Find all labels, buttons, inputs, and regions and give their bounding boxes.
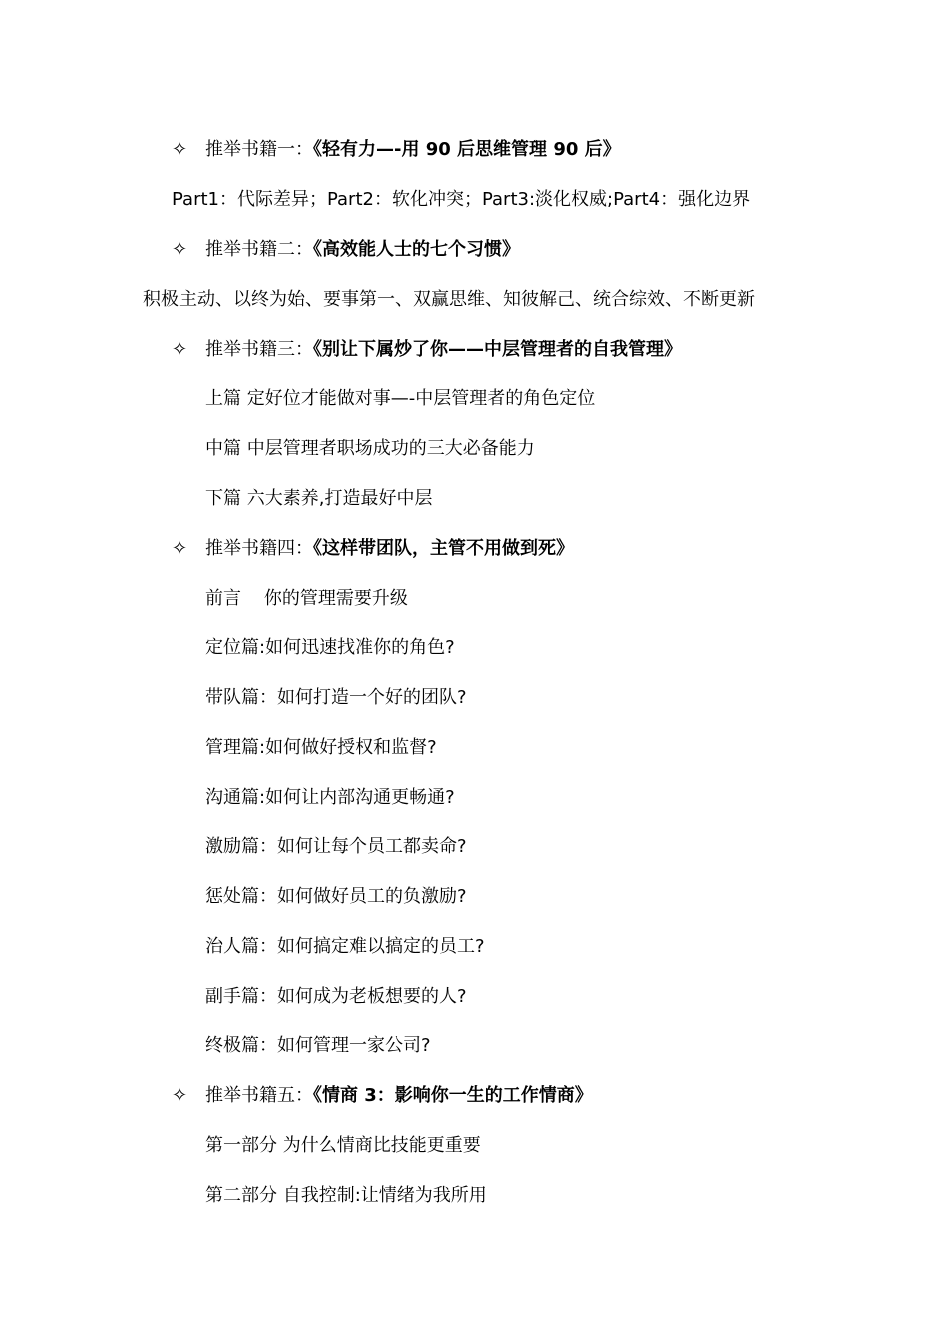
chapter-line: 中篇 中层管理者职场成功的三大必备能力: [205, 438, 535, 459]
book-label: 推举书籍一：: [205, 139, 313, 160]
chapter-line: 定位篇:如何迅速找准你的角色?: [205, 637, 455, 658]
diamond-bullet-icon: ✧: [172, 139, 188, 160]
book-title: 《别让下属炒了你——中层管理者的自我管理》: [313, 339, 682, 360]
book-heading-4: [172, 537, 574, 561]
book-heading-2: [172, 238, 520, 262]
diamond-bullet-icon: ✧: [172, 1085, 188, 1106]
chapter-line: 第一部分 为什么情商比技能更重要: [205, 1135, 481, 1156]
book-2-contents: 积极主动、以终为始、要事第一、双赢思维、知彼解己、统合综效、不断更新: [143, 289, 755, 310]
book-heading-3: [172, 338, 682, 362]
chapter-line: 副手篇：如何成为老板想要的人?: [205, 986, 467, 1007]
chapter-line: 惩处篇：如何做好员工的负激励?: [205, 886, 467, 907]
chapter-line: 治人篇：如何搞定难以搞定的员工?: [205, 936, 485, 957]
book-heading-5: [172, 1084, 593, 1108]
chapter-line: 终极篇：如何管理一家公司?: [205, 1035, 431, 1056]
chapter-line: 沟通篇:如何让内部沟通更畅通?: [205, 787, 455, 808]
diamond-bullet-icon: ✧: [172, 339, 188, 360]
chapter-line: 第二部分 自我控制:让情绪为我所用: [205, 1185, 487, 1206]
chapter-line: 激励篇：如何让每个员工都卖命?: [205, 836, 467, 857]
book-label: 推举书籍二：: [205, 239, 313, 260]
book-label: 推举书籍五：: [205, 1085, 313, 1106]
book-1-contents: Part1：代际差异；Part2：软化冲突；Part3:淡化权威;Part4：强化边界: [172, 189, 751, 210]
book-title: 《轻有力—-用 90 后思维管理 90 后》: [313, 139, 621, 160]
chapter-line: 带队篇：如何打造一个好的团队?: [205, 687, 467, 708]
chapter-line: 管理篇:如何做好授权和监督?: [205, 737, 437, 758]
book-title: 《情商 3：影响你一生的工作情商》: [313, 1085, 593, 1106]
chapter-line: 下篇 六大素养,打造最好中层: [205, 488, 433, 509]
book-title: 《这样带团队，主管不用做到死》: [313, 538, 574, 559]
diamond-bullet-icon: ✧: [172, 239, 188, 260]
chapter-line: 上篇 定好位才能做对事—-中层管理者的角色定位: [205, 388, 596, 409]
chapter-line: 前言 你的管理需要升级: [205, 588, 408, 609]
book-heading-1: [172, 138, 621, 162]
book-label: 推举书籍四：: [205, 538, 313, 559]
book-label: 推举书籍三：: [205, 339, 313, 360]
diamond-bullet-icon: ✧: [172, 538, 188, 559]
book-title: 《高效能人士的七个习惯》: [313, 239, 520, 260]
